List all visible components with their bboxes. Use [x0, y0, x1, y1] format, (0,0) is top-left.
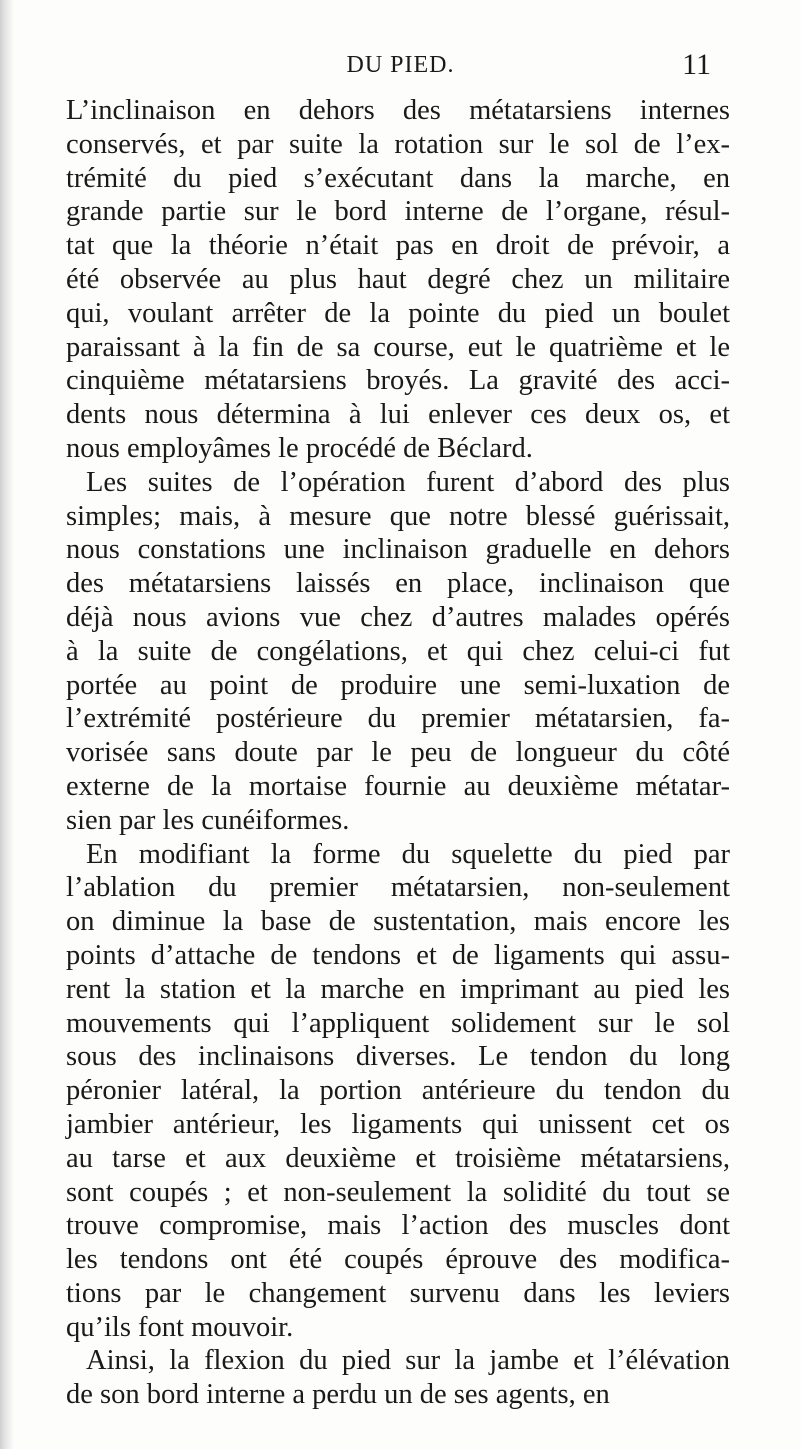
text-line: péronier latéral, la portion antérieure du tendon du: [66, 1075, 730, 1107]
paragraph: [66, 466, 730, 838]
text-line: les tendons ont été coupés éprouve des modifica-: [66, 1244, 730, 1276]
text-line: jambier antérieur, les ligaments qui unissent cet os: [66, 1108, 730, 1140]
text-line: qui, voulant arrêter de la pointe du pied un boulet: [66, 297, 730, 329]
text-line: Ainsi, la flexion du pied sur la jambe et l’élévation: [86, 1345, 730, 1377]
text-line: mouvements qui l’appliquent solidement sur le sol: [66, 1007, 730, 1039]
text-line: portée au point de produire une semi-luxation de: [66, 669, 730, 701]
text-line: externe de la mortaise fournie au deuxième métatar-: [66, 770, 730, 802]
text-line: points d’attache de tendons et de ligaments qui assu-: [66, 939, 730, 971]
text-line: de son bord interne a perdu un de ses agents, en: [66, 1379, 610, 1411]
text-line: L’inclinaison en dehors des métatarsiens internes: [66, 95, 730, 126]
text-line: Les suites de l’opération furent d’abord des plus: [86, 466, 730, 498]
page-number: 11: [682, 48, 711, 81]
text-line: cinquième métatarsiens broyés. La gravité des acci-: [66, 365, 730, 397]
text-line: tions par le changement survenu dans les leviers: [66, 1277, 730, 1309]
text-line: tat que la théorie n’était pas en droit de prévoir, a: [66, 230, 730, 262]
running-head-title: DU PIED.: [346, 52, 455, 78]
text-line: on diminue la base de sustentation, mais encore les: [66, 906, 730, 938]
text-line: simples; mais, à mesure que notre blessé guérissait,: [66, 500, 730, 532]
text-line: sous des inclinaisons diverses. Le tendon du long: [66, 1041, 730, 1073]
text-line: l’extrémité postérieure du premier métatarsien, fa-: [66, 703, 730, 735]
running-head: [0, 48, 801, 82]
text-line: nous constations une inclinaison graduelle en dehors: [66, 534, 730, 566]
text-line: dents nous détermina à lui enlever ces deux os, et: [66, 399, 730, 431]
paragraph: [66, 838, 730, 1345]
text-line: nous employâmes le procédé de Béclard.: [66, 432, 533, 464]
text-line: paraissant à la fin de sa course, eut le quatrième et le: [66, 331, 730, 363]
text-line: à la suite de congélations, et qui chez celui-ci fut: [66, 635, 730, 667]
text-line: En modifiant la forme du squelette du pied par: [86, 838, 730, 870]
text-line: grande partie sur le bord interne de l’organe, résul-: [66, 196, 730, 228]
text-line: au tarse et aux deuxième et troisième métatarsiens,: [66, 1142, 730, 1174]
text-line: sien par les cunéiformes.: [66, 804, 350, 836]
text-line: des métatarsiens laissés en place, inclinaison que: [66, 568, 730, 600]
binding-gutter-shadow: [0, 0, 14, 1449]
text-line: l’ablation du premier métatarsien, non-seulement: [66, 872, 730, 904]
text-line: été observée au plus haut degré chez un militaire: [66, 263, 730, 295]
text-line: qu’ils font mouvoir.: [66, 1311, 294, 1343]
paragraph: [66, 94, 730, 466]
text-line: déjà nous avions vue chez d’autres malades opérés: [66, 601, 730, 633]
text-line: conservés, et par suite la rotation sur le sol de l’ex-: [66, 128, 730, 160]
text-line: trouve compromise, mais l’action des muscles dont: [66, 1210, 730, 1242]
text-line: trémité du pied s’exécutant dans la marche, en: [66, 162, 730, 194]
text-line: rent la station et la marche en imprimant au pied les: [66, 973, 730, 1005]
paragraph: [66, 1344, 730, 1412]
text-line: vorisée sans doute par le peu de longueur du côté: [66, 737, 730, 769]
text-line: sont coupés ; et non-seulement la solidité du tout se: [66, 1176, 730, 1208]
body-text: [66, 94, 730, 1412]
